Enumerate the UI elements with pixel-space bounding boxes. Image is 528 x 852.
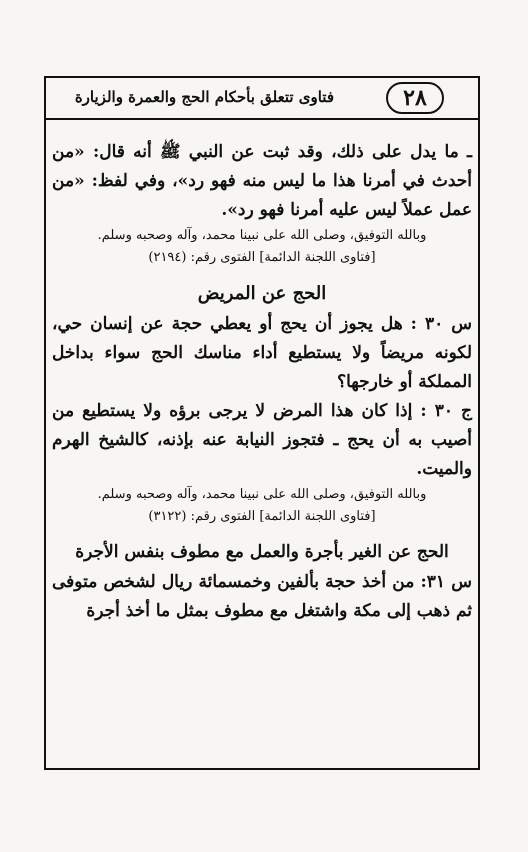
page-header [44,76,480,120]
reference-2: [فتاوى اللجنة الدائمة] الفتوى رقم: (٣١٢٢) [148,509,376,524]
section-heading-2: الحج عن الغير بأجرة والعمل مع مطوف بنفس الأجرة [75,542,449,562]
question-30: س ٣٠ : هل يجوز أن يحج أو يعطي حجة عن إنسان حي، لكونه مريضاً ولا يستطيع أداء مناسك الحج سواء بداخل المملكة أو خارجها؟ [52,314,472,392]
question-31: س ٣١: من أخذ حجة بألفين وخمسمائة ريال لشخص متوفى ثم ذهب إلى مكة واشتغل مع مطوف بمثل ما أخذ أجرة [52,572,472,621]
page-content [52,138,472,626]
section-heading-1: الحج عن المريض [197,283,327,304]
answer-30: ج ٣٠ : إذا كان هذا المرض لا يرجى برؤه ولا يستطيع من أصيب به أن يحج ـ فتجوز النيابة عنه بإذنه، كالشيخ الهرم والميت. [52,401,472,479]
closing-1: وبالله التوفيق، وصلى الله على نبينا محمد، وآله وصحبه وسلم. [97,228,427,243]
reference-1: [فتاوى اللجنة الدائمة] الفتوى رقم: (٢١٩٤) [148,250,376,265]
closing-2: وبالله التوفيق، وصلى الله على نبينا محمد، وآله وصحبه وسلم. [97,487,427,502]
running-title: فتاوى تتعلق بأحكام الحج والعمرة والزيارة [74,88,334,106]
page-number: ٢٨ [386,82,444,114]
paragraph-1: ـ ما يدل على ذلك، وقد ثبت عن النبي ﷺ أنه قال: «من أحدث في أمرنا هذا ما ليس منه فهو رد»، وفي لفظ: «من عمل عملاً ليس عليه أمرنا فهو رد». [52,142,472,220]
